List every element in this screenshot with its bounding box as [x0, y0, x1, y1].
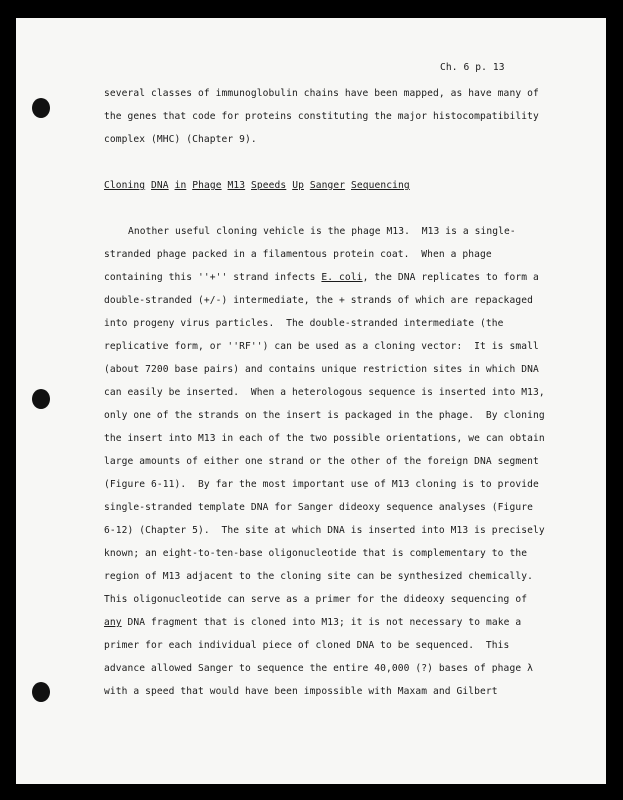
heading-word: M13: [227, 180, 246, 191]
text-line: primer for each individual piece of cloned DNA to be sequenced. This: [104, 640, 510, 651]
heading-word: Sanger: [309, 180, 346, 191]
text-line: advance allowed Sanger to sequence the entire 40,000 (?) bases of phage λ: [104, 663, 533, 674]
page-header: Ch. 6 p. 13: [440, 62, 505, 73]
text-line: region of M13 adjacent to the cloning site can be synthesized chemically.: [104, 571, 533, 582]
text-line: containing this ''+'' strand infects E. coli, the DNA replicates to form a: [104, 272, 539, 283]
text-line: replicative form, or ''RF'') can be used as a cloning vector: It is small: [104, 341, 539, 352]
text-line: Another useful cloning vehicle is the phage M13. M13 is a single-: [128, 226, 516, 237]
text-line: large amounts of either one strand or the other of the foreign DNA segment: [104, 456, 539, 467]
text-line: complex (MHC) (Chapter 9).: [104, 134, 257, 145]
text-line: (Figure 6-11). By far the most important use of M13 cloning is to provide: [104, 479, 539, 490]
text-line: (about 7200 base pairs) and contains unique restriction sites in which DNA: [104, 364, 539, 375]
heading-word: Sequencing: [351, 180, 410, 191]
text-line: only one of the strands on the insert is packaged in the phage. By cloning: [104, 410, 545, 421]
emphasized-word: any: [104, 617, 122, 628]
heading-word: DNA: [151, 180, 169, 191]
text-line: double-stranded (+/-) intermediate, the + strands of which are repackaged: [104, 295, 533, 306]
organism-name: E. coli: [321, 272, 363, 283]
text-line: the genes that code for proteins constituting the major histocompatibility: [104, 111, 539, 122]
heading-word: Cloning: [104, 180, 146, 191]
text-line: stranded phage packed in a filamentous protein coat. When a phage: [104, 249, 492, 260]
text-line: the insert into M13 in each of the two possible orientations, we can obtain: [104, 433, 545, 444]
heading-word: in: [174, 180, 187, 191]
heading-word: Phage: [192, 180, 222, 191]
section-heading: [104, 180, 410, 191]
heading-word: Speeds: [251, 180, 287, 191]
text-line: several classes of immunoglobulin chains have been mapped, as have many of: [104, 88, 539, 99]
text-line: single-stranded template DNA for Sanger dideoxy sequence analyses (Figure: [104, 502, 533, 513]
text-line: known; an eight-to-ten-base oligonucleotide that is complementary to the: [104, 548, 528, 559]
text-line: with a speed that would have been impossible with Maxam and Gilbert: [104, 686, 498, 697]
text-line: into progeny virus particles. The double-stranded intermediate (the: [104, 318, 504, 329]
text-line: can easily be inserted. When a heterologous sequence is inserted into M13,: [104, 387, 545, 398]
text-line: 6-12) (Chapter 5). The site at which DNA is inserted into M13 is precisely: [104, 525, 545, 536]
text-line: any DNA fragment that is cloned into M13; it is not necessary to make a: [104, 617, 522, 628]
heading-word: Up: [292, 180, 304, 191]
text-line: This oligonucleotide can serve as a primer for the dideoxy sequencing of: [104, 594, 528, 605]
